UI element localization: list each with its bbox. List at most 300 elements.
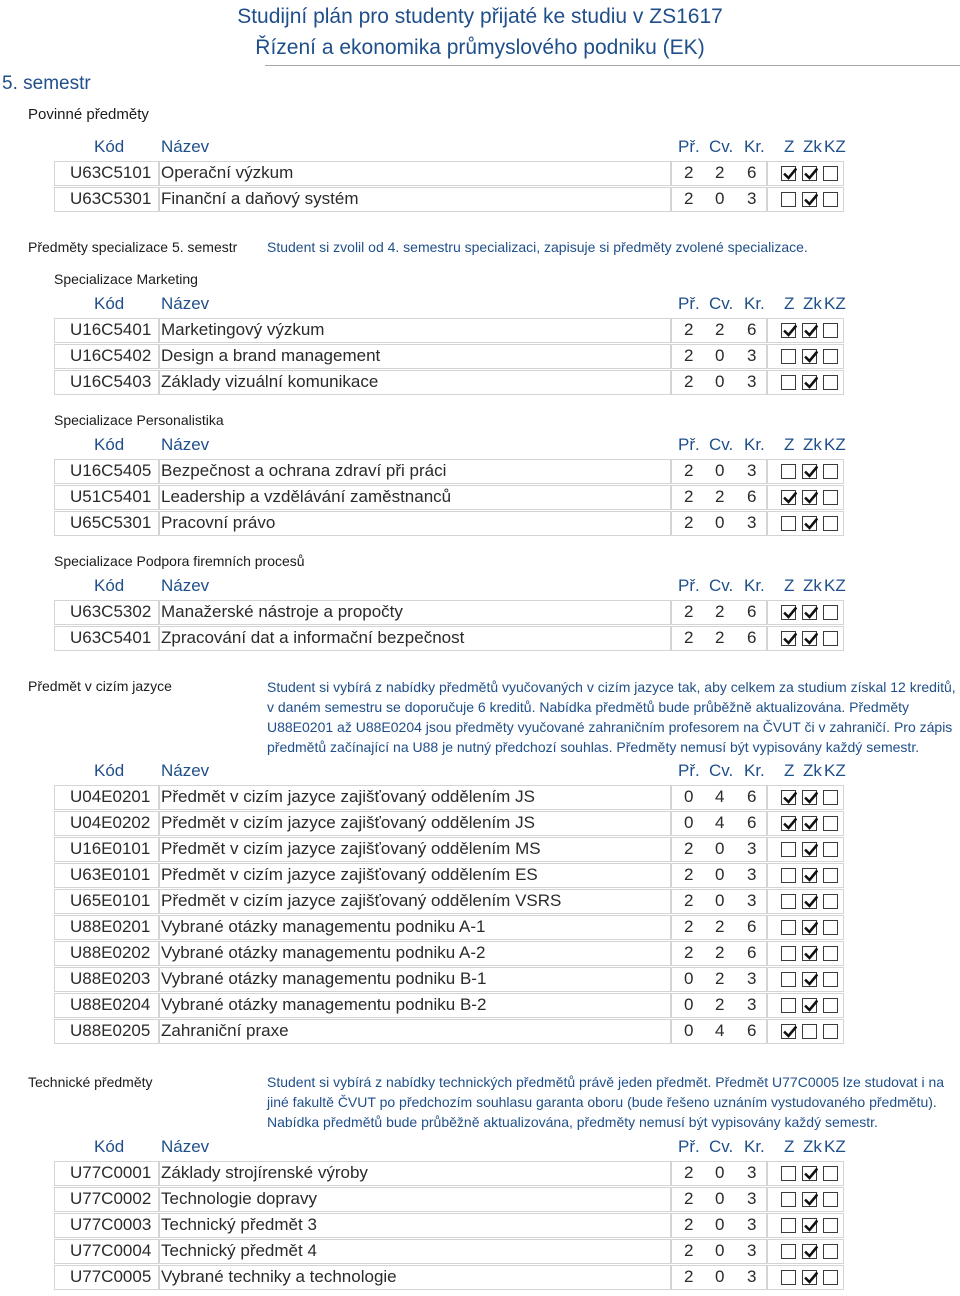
table-header (54, 1135, 844, 1161)
credits: 6 (747, 320, 757, 339)
exercise-hours: 0 (715, 1163, 725, 1182)
zkouska-checkbox (802, 349, 817, 364)
credits: 6 (747, 813, 757, 832)
table-row (54, 967, 844, 993)
lecture-hours: 0 (684, 787, 694, 806)
zkouska-checkbox (802, 605, 817, 620)
klasifikovany-zapocet-checkbox (823, 790, 838, 805)
checkmark-icon (804, 843, 818, 857)
zkouska-checkbox (802, 1192, 817, 1207)
zapocet-checkbox (781, 490, 796, 505)
course-code: U63C5401 (70, 628, 152, 647)
column-header-kod: Kód (94, 435, 125, 454)
zapocet-checkbox (781, 946, 796, 961)
table-header (54, 292, 844, 318)
table-cizi-jazyk (54, 759, 844, 1045)
zapocet-checkbox (781, 166, 796, 181)
klasifikovany-zapocet-checkbox (823, 349, 838, 364)
column-header-cv: Cv. (709, 576, 734, 595)
column-header-kz: KZ (824, 137, 846, 156)
lecture-hours: 2 (684, 513, 694, 532)
checkmark-icon (804, 324, 818, 338)
credits: 3 (747, 1215, 757, 1234)
column-header-z: Z (784, 761, 795, 780)
checkmark-icon (804, 999, 818, 1013)
course-name: Operační výzkum (161, 163, 294, 182)
course-name: Základy strojírenské výroby (161, 1163, 368, 1182)
table-row (54, 1161, 844, 1187)
zkouska-checkbox (802, 868, 817, 883)
checkmark-icon (804, 1193, 818, 1207)
column-header-nazev: Název (161, 435, 210, 454)
course-name: Leadership a vzdělávání zaměstnanců (161, 487, 452, 506)
credits: 3 (747, 461, 757, 480)
zkouska-checkbox (802, 464, 817, 479)
exercise-hours: 0 (715, 346, 725, 365)
course-name: Marketingový výzkum (161, 320, 325, 339)
zkouska-checkbox (802, 1166, 817, 1181)
course-name: Bezpečnost a ochrana zdraví při práci (161, 461, 447, 480)
zkouska-checkbox (802, 166, 817, 181)
zapocet-checkbox (781, 1244, 796, 1259)
exercise-hours: 0 (715, 372, 725, 391)
zapocet-checkbox (781, 920, 796, 935)
page-title: Studijní plán pro studenty přijaté ke studiu v ZS1617 (237, 5, 723, 28)
zkouska-checkbox (802, 946, 817, 961)
column-header-zk: Zk (803, 576, 822, 595)
exercise-hours: 2 (715, 969, 725, 988)
table-row (54, 344, 844, 370)
zkouska-checkbox (802, 1244, 817, 1259)
checkmark-icon (804, 1271, 818, 1285)
table-row (54, 1265, 844, 1291)
course-code: U77C0001 (70, 1163, 152, 1182)
column-header-zk: Zk (803, 435, 822, 454)
course-code: U65C5301 (70, 513, 152, 532)
klasifikovany-zapocet-checkbox (823, 972, 838, 987)
zapocet-checkbox (781, 790, 796, 805)
lecture-hours: 2 (684, 1267, 694, 1286)
column-header-nazev: Název (161, 1137, 210, 1156)
section-label-technicke: Technické předměty (28, 1074, 153, 1090)
table-personalistika (54, 433, 844, 537)
table-technicke (54, 1135, 844, 1291)
course-code: U77C0005 (70, 1267, 152, 1286)
table-row (54, 161, 844, 187)
course-name: Vybrané techniky a technologie (161, 1267, 397, 1286)
column-header-pr: Př. (678, 1137, 700, 1156)
page-header (0, 0, 960, 66)
checkmark-icon (804, 606, 818, 620)
lecture-hours: 2 (684, 487, 694, 506)
column-header-kz: KZ (824, 576, 846, 595)
exercise-hours: 0 (715, 513, 725, 532)
klasifikovany-zapocet-checkbox (823, 1270, 838, 1285)
credits: 6 (747, 1021, 757, 1040)
exercise-hours: 0 (715, 461, 725, 480)
zkouska-checkbox (802, 816, 817, 831)
lecture-hours: 2 (684, 320, 694, 339)
lecture-hours: 2 (684, 943, 694, 962)
klasifikovany-zapocet-checkbox (823, 894, 838, 909)
exercise-hours: 2 (715, 487, 725, 506)
column-header-cv: Cv. (709, 137, 734, 156)
exercise-hours: 0 (715, 1189, 725, 1208)
course-code: U88E0201 (70, 917, 151, 936)
lecture-hours: 2 (684, 839, 694, 858)
checkmark-icon (783, 817, 797, 831)
column-header-z: Z (784, 435, 795, 454)
table-row (54, 511, 844, 537)
course-code: U65E0101 (70, 891, 151, 910)
zapocet-checkbox (781, 375, 796, 390)
klasifikovany-zapocet-checkbox (823, 605, 838, 620)
klasifikovany-zapocet-checkbox (823, 1244, 838, 1259)
checkmark-icon (804, 921, 818, 935)
checkmark-icon (804, 817, 818, 831)
table-row (54, 626, 844, 652)
course-name: Technologie dopravy (161, 1189, 317, 1208)
column-header-zk: Zk (803, 294, 822, 313)
course-code: U16C5405 (70, 461, 152, 480)
exercise-hours: 2 (715, 628, 725, 647)
column-header-kz: KZ (824, 294, 846, 313)
course-code: U63C5302 (70, 602, 152, 621)
lecture-hours: 2 (684, 163, 694, 182)
klasifikovany-zapocet-checkbox (823, 1218, 838, 1233)
table-row (54, 915, 844, 941)
exercise-hours: 0 (715, 189, 725, 208)
checkmark-icon (804, 973, 818, 987)
credits: 3 (747, 372, 757, 391)
credits: 3 (747, 969, 757, 988)
column-header-z: Z (784, 576, 795, 595)
credits: 3 (747, 839, 757, 858)
course-name: Design a brand management (161, 346, 381, 365)
column-header-kr: Kr. (744, 761, 765, 780)
klasifikovany-zapocet-checkbox (823, 1024, 838, 1039)
table-row (54, 941, 844, 967)
column-header-kz: KZ (824, 761, 846, 780)
checkmark-icon (783, 632, 797, 646)
lecture-hours: 0 (684, 813, 694, 832)
course-code: U77C0002 (70, 1189, 152, 1208)
table-row (54, 1187, 844, 1213)
klasifikovany-zapocet-checkbox (823, 1192, 838, 1207)
checkmark-icon (783, 606, 797, 620)
course-code: U16C5401 (70, 320, 152, 339)
credits: 6 (747, 628, 757, 647)
table-header (54, 135, 844, 161)
lecture-hours: 2 (684, 628, 694, 647)
column-header-kr: Kr. (744, 435, 765, 454)
zapocet-checkbox (781, 1166, 796, 1181)
klasifikovany-zapocet-checkbox (823, 464, 838, 479)
section-label-personalistika: Specializace Personalistika (54, 412, 224, 428)
course-code: U51C5401 (70, 487, 152, 506)
zkouska-checkbox (802, 972, 817, 987)
credits: 3 (747, 1163, 757, 1182)
zapocet-checkbox (781, 998, 796, 1013)
course-code: U04E0202 (70, 813, 151, 832)
lecture-hours: 2 (684, 372, 694, 391)
table-row (54, 863, 844, 889)
table-header (54, 433, 844, 459)
course-code: U16E0101 (70, 839, 151, 858)
course-code: U04E0201 (70, 787, 151, 806)
credits: 3 (747, 865, 757, 884)
exercise-hours: 0 (715, 1267, 725, 1286)
course-code: U77C0003 (70, 1215, 152, 1234)
credits: 6 (747, 487, 757, 506)
credits: 6 (747, 602, 757, 621)
course-code: U16C5402 (70, 346, 152, 365)
klasifikovany-zapocet-checkbox (823, 490, 838, 505)
credits: 3 (747, 1189, 757, 1208)
zapocet-checkbox (781, 842, 796, 857)
table-header (54, 759, 844, 785)
zkouska-checkbox (802, 516, 817, 531)
checkmark-icon (804, 1245, 818, 1259)
klasifikovany-zapocet-checkbox (823, 323, 838, 338)
column-header-kod: Kód (94, 1137, 125, 1156)
zkouska-checkbox (802, 323, 817, 338)
klasifikovany-zapocet-checkbox (823, 842, 838, 857)
table-row (54, 318, 844, 344)
column-header-zk: Zk (803, 137, 822, 156)
klasifikovany-zapocet-checkbox (823, 816, 838, 831)
course-name: Základy vizuální komunikace (161, 372, 379, 391)
exercise-hours: 2 (715, 163, 725, 182)
course-name: Předmět v cizím jazyce zajišťovaný oddělením VSRS (161, 891, 562, 910)
column-header-nazev: Název (161, 294, 210, 313)
exercise-hours: 4 (715, 787, 725, 806)
credits: 3 (747, 189, 757, 208)
lecture-hours: 0 (684, 995, 694, 1014)
credits: 3 (747, 995, 757, 1014)
course-name: Technický předmět 4 (161, 1241, 317, 1260)
column-header-kz: KZ (824, 1137, 846, 1156)
exercise-hours: 0 (715, 1241, 725, 1260)
zapocet-checkbox (781, 894, 796, 909)
course-name: Vybrané otázky managementu podniku A-2 (161, 943, 486, 962)
column-header-kod: Kód (94, 761, 125, 780)
checkmark-icon (804, 1167, 818, 1181)
course-code: U63C5101 (70, 163, 152, 182)
checkmark-icon (804, 1219, 818, 1233)
course-name: Předmět v cizím jazyce zajišťovaný oddělením JS (161, 813, 535, 832)
exercise-hours: 0 (715, 1215, 725, 1234)
column-header-kod: Kód (94, 294, 125, 313)
checkmark-icon (804, 791, 818, 805)
zkouska-checkbox (802, 920, 817, 935)
column-header-z: Z (784, 294, 795, 313)
table-podpora (54, 574, 844, 652)
zkouska-checkbox (802, 1270, 817, 1285)
zapocet-checkbox (781, 868, 796, 883)
table-row (54, 1019, 844, 1045)
klasifikovany-zapocet-checkbox (823, 920, 838, 935)
lecture-hours: 2 (684, 1189, 694, 1208)
zapocet-checkbox (781, 1192, 796, 1207)
page-subtitle: Řízení a ekonomika průmyslového podniku (EK) (255, 36, 705, 59)
column-header-nazev: Název (161, 576, 210, 595)
checkmark-icon (804, 350, 818, 364)
section-label-cizi-jazyk: Předmět v cizím jazyce (28, 678, 172, 694)
klasifikovany-zapocet-checkbox (823, 1166, 838, 1181)
column-header-kr: Kr. (744, 137, 765, 156)
lecture-hours: 2 (684, 1215, 694, 1234)
table-row (54, 889, 844, 915)
table-row (54, 459, 844, 485)
exercise-hours: 2 (715, 995, 725, 1014)
section-label-specializace: Předměty specializace 5. semestr (28, 239, 238, 255)
header-divider (265, 65, 960, 66)
course-name: Předmět v cizím jazyce zajišťovaný oddělením MS (161, 839, 541, 858)
course-name: Předmět v cizím jazyce zajišťovaný oddělením ES (161, 865, 538, 884)
lecture-hours: 2 (684, 189, 694, 208)
lecture-hours: 2 (684, 602, 694, 621)
lecture-hours: 0 (684, 1021, 694, 1040)
klasifikovany-zapocet-checkbox (823, 516, 838, 531)
zkouska-checkbox (802, 192, 817, 207)
exercise-hours: 2 (715, 943, 725, 962)
column-header-kr: Kr. (744, 576, 765, 595)
table-row (54, 600, 844, 626)
zapocet-checkbox (781, 816, 796, 831)
klasifikovany-zapocet-checkbox (823, 192, 838, 207)
course-name: Technický předmět 3 (161, 1215, 317, 1234)
table-row (54, 187, 844, 213)
course-name: Zpracování dat a informační bezpečnost (161, 628, 465, 647)
klasifikovany-zapocet-checkbox (823, 868, 838, 883)
credits: 3 (747, 513, 757, 532)
credits: 3 (747, 346, 757, 365)
zkouska-checkbox (802, 1218, 817, 1233)
course-name: Manažerské nástroje a propočty (161, 602, 403, 621)
table-row (54, 485, 844, 511)
zapocet-checkbox (781, 605, 796, 620)
zkouska-checkbox (802, 790, 817, 805)
column-header-cv: Cv. (709, 761, 734, 780)
column-header-zk: Zk (803, 761, 822, 780)
table-row (54, 837, 844, 863)
credits: 3 (747, 1267, 757, 1286)
checkmark-icon (804, 517, 818, 531)
checkmark-icon (804, 465, 818, 479)
section-label-povinne: Povinné předměty (28, 106, 149, 123)
checkmark-icon (804, 632, 818, 646)
section-label-marketing: Specializace Marketing (54, 271, 198, 287)
credits: 6 (747, 787, 757, 806)
exercise-hours: 2 (715, 320, 725, 339)
checkmark-icon (783, 324, 797, 338)
zapocet-checkbox (781, 972, 796, 987)
checkmark-icon (783, 491, 797, 505)
column-header-kz: KZ (824, 435, 846, 454)
lecture-hours: 2 (684, 461, 694, 480)
checkmark-icon (804, 193, 818, 207)
column-header-cv: Cv. (709, 435, 734, 454)
checkmark-icon (783, 791, 797, 805)
credits: 6 (747, 943, 757, 962)
column-header-kr: Kr. (744, 1137, 765, 1156)
lecture-hours: 2 (684, 917, 694, 936)
column-header-pr: Př. (678, 576, 700, 595)
checkmark-icon (804, 895, 818, 909)
zkouska-checkbox (802, 631, 817, 646)
column-header-cv: Cv. (709, 294, 734, 313)
lecture-hours: 2 (684, 346, 694, 365)
zapocet-checkbox (781, 516, 796, 531)
table-header (54, 574, 844, 600)
klasifikovany-zapocet-checkbox (823, 375, 838, 390)
section-label-podpora: Specializace Podpora firemních procesů (54, 553, 305, 569)
lecture-hours: 2 (684, 1163, 694, 1182)
zkouska-checkbox (802, 1024, 817, 1039)
zapocet-checkbox (781, 1024, 796, 1039)
column-header-kod: Kód (94, 137, 125, 156)
klasifikovany-zapocet-checkbox (823, 631, 838, 646)
course-name: Zahraniční praxe (161, 1021, 289, 1040)
klasifikovany-zapocet-checkbox (823, 166, 838, 181)
checkmark-icon (804, 947, 818, 961)
course-code: U88E0205 (70, 1021, 151, 1040)
course-name: Vybrané otázky managementu podniku B-1 (161, 969, 487, 988)
section-note-cizi-jazyk: Student si vybírá z nabídky předmětů vyučovaných v cizím jazyce tak, aby celkem za studium získal 12 kreditů, v daném semestru se doporučuje 6 kreditů. Nabídka předmětů bude průběžně aktualizována. Předměty U88E0201 až U88E0204 jsou předměty vyučované zahraničním profesorem na ČVUT či v zahraničí. Pro zápis předmětů začínající na U88 je nutný předchozí souhlas. Předměty nemusí být vypisovány každý semestr. (267, 679, 956, 755)
credits: 3 (747, 891, 757, 910)
course-name: Předmět v cizím jazyce zajišťovaný oddělením JS (161, 787, 535, 806)
checkmark-icon (804, 376, 818, 390)
exercise-hours: 2 (715, 602, 725, 621)
zkouska-checkbox (802, 375, 817, 390)
exercise-hours: 4 (715, 813, 725, 832)
checkmark-icon (783, 1025, 797, 1039)
column-header-z: Z (784, 137, 795, 156)
lecture-hours: 0 (684, 969, 694, 988)
checkmark-icon (804, 491, 818, 505)
course-code: U88E0204 (70, 995, 151, 1014)
course-name: Pracovní právo (161, 513, 276, 532)
column-header-kr: Kr. (744, 294, 765, 313)
column-header-zk: Zk (803, 1137, 822, 1156)
table-row (54, 1239, 844, 1265)
zapocet-checkbox (781, 323, 796, 338)
course-code: U63E0101 (70, 865, 151, 884)
zkouska-checkbox (802, 842, 817, 857)
zkouska-checkbox (802, 490, 817, 505)
section-note-specializace: Student si zvolil od 4. semestru specializaci, zapisuje si předměty zvolené specializace. (267, 239, 808, 255)
zapocet-checkbox (781, 1218, 796, 1233)
course-code: U63C5301 (70, 189, 152, 208)
table-row (54, 811, 844, 837)
zapocet-checkbox (781, 464, 796, 479)
column-header-pr: Př. (678, 294, 700, 313)
column-header-nazev: Název (161, 137, 210, 156)
course-name: Finanční a daňový systém (161, 189, 359, 208)
table-povinne (54, 135, 844, 213)
column-header-pr: Př. (678, 137, 700, 156)
column-header-nazev: Název (161, 761, 210, 780)
zkouska-checkbox (802, 894, 817, 909)
klasifikovany-zapocet-checkbox (823, 946, 838, 961)
exercise-hours: 0 (715, 839, 725, 858)
checkmark-icon (804, 869, 818, 883)
zapocet-checkbox (781, 1270, 796, 1285)
course-code: U77C0004 (70, 1241, 152, 1260)
checkmark-icon (804, 167, 818, 181)
column-header-kod: Kód (94, 576, 125, 595)
